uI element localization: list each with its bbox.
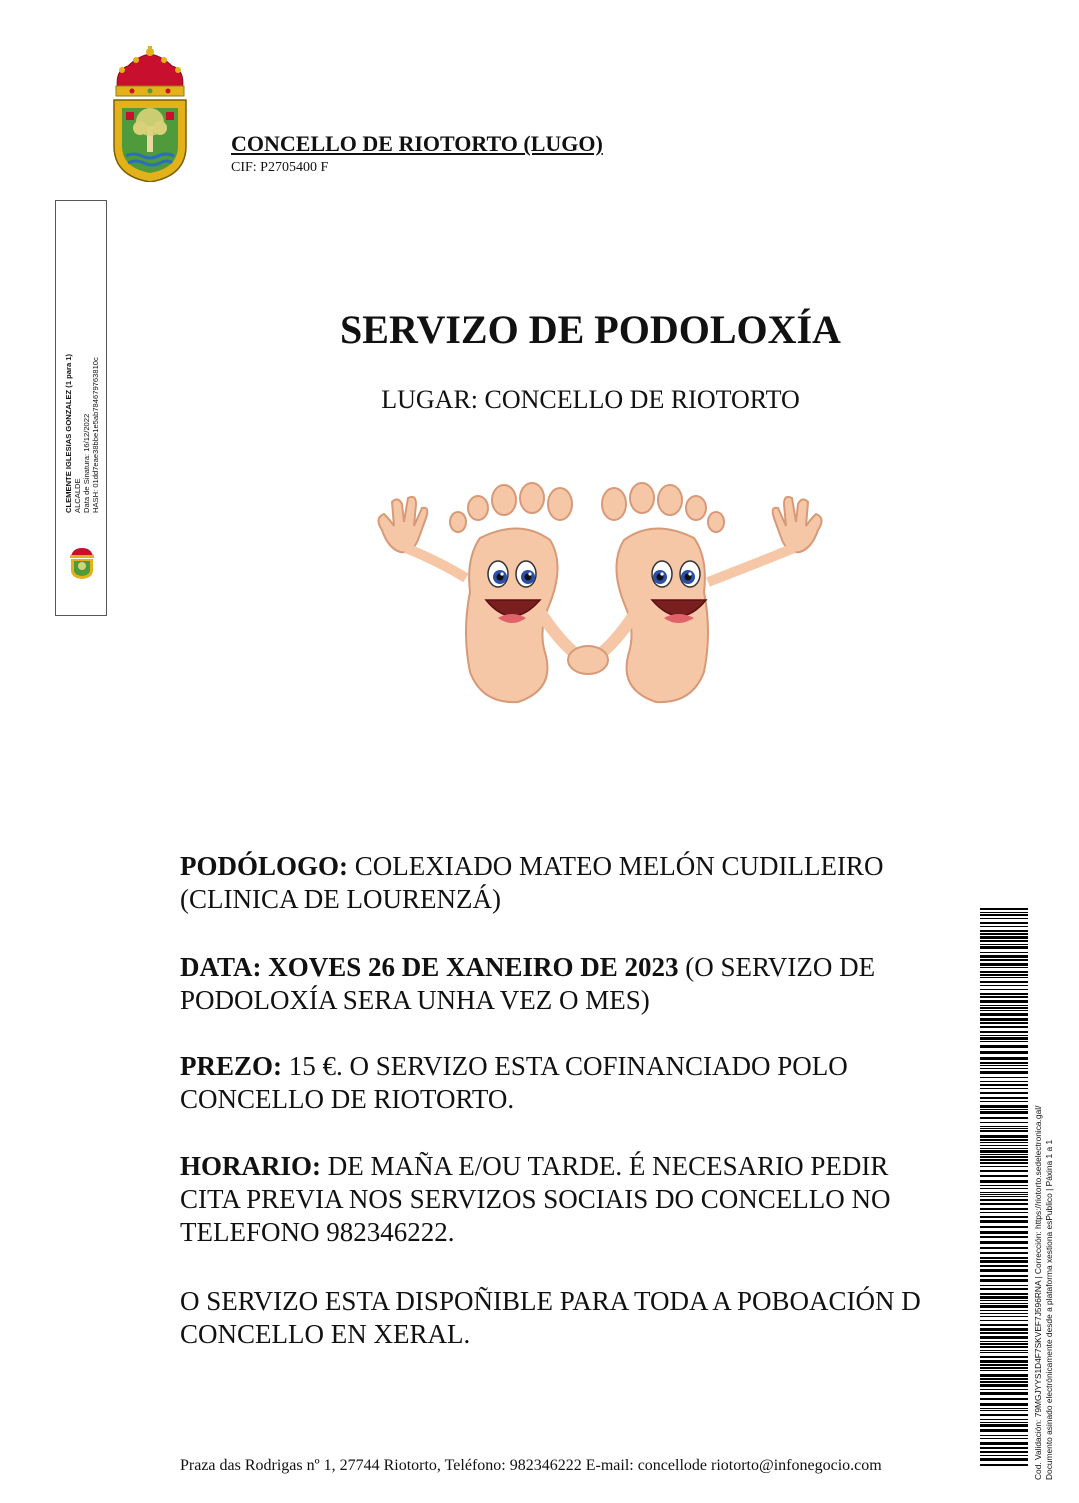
schedule-value: DE MAÑA E/OU TARDE. É NECESARIO PEDIR bbox=[321, 1151, 889, 1181]
price-value-cont: CONCELLO DE RIOTORTO. bbox=[180, 1084, 515, 1114]
document-title: SERVIZO DE PODOLOXÍA bbox=[340, 307, 841, 352]
podiatrist-label: PODÓLOGO: bbox=[180, 851, 348, 881]
podiatrist-value: COLEXIADO MATEO MELÓN CUDILLEIRO bbox=[348, 851, 884, 881]
availability-paragraph bbox=[180, 1285, 980, 1351]
podiatrist-paragraph bbox=[180, 850, 970, 916]
availability-line-2: CONCELLO EN XERAL. bbox=[180, 1319, 471, 1349]
organization-cif: CIF: P2705400 F bbox=[231, 160, 329, 175]
signature-hash: HASH: 01dd7eae38bbe1e5ab784679763810c bbox=[91, 357, 100, 513]
price-label: PREZO: bbox=[180, 1051, 283, 1081]
schedule-value-cont: CITA PREVIA NOS SERVIZOS SOCIAIS DO CONCELLO NO bbox=[180, 1184, 891, 1214]
schedule-phone: TELEFONO 982346222. bbox=[180, 1217, 455, 1247]
signature-date: Data de Sinatura: 16/12/2022 bbox=[82, 413, 91, 513]
validation-barcode bbox=[980, 908, 1028, 1468]
podiatrist-clinic: (CLINICA DE LOURENZÁ) bbox=[180, 884, 501, 914]
document-place: LUGAR: CONCELLO DE RIOTORTO bbox=[381, 385, 800, 414]
footer-address: Praza das Rodrigas nº 1, 27744 Riotorto, Teléfono: 982346222 E-mail: concellode riotorto@infonegocio.com bbox=[180, 1457, 882, 1474]
signer-name: CLEMENTE IGLESIAS GONZALEZ (1 para 1) bbox=[64, 353, 73, 513]
date-paragraph bbox=[180, 951, 970, 1017]
organization-name: CONCELLO DE RIOTORTO (LUGO) bbox=[231, 131, 603, 156]
schedule-paragraph bbox=[180, 1150, 970, 1249]
availability-line-1: O SERVIZO ESTA DISPOÑIBLE PARA TODA A POBOACIÓN D bbox=[180, 1286, 921, 1316]
validation-platform: Documento asinado electrónicamente desde a plataforma xestiona esPublico | Páxina 1 a 1 bbox=[1044, 1139, 1054, 1480]
price-paragraph bbox=[180, 1050, 970, 1116]
date-note-cont: PODOLOXÍA SERA UNHA VEZ O MES) bbox=[180, 985, 650, 1015]
coat-of-arms-logo bbox=[108, 46, 192, 182]
validation-code: Cod. Validación: 79MGJYYS1D4F7SKVEF7J596RNA | Corrección: https://riotorto.sedelectronica.gal/ bbox=[1033, 1105, 1043, 1480]
date-note: (O SERVIZO DE bbox=[678, 952, 876, 982]
price-value: 15 €. O SERVIZO ESTA COFINANCIADO POLO bbox=[282, 1051, 848, 1081]
validation-strip bbox=[1030, 980, 1058, 1480]
cartoon-feet-illustration bbox=[370, 482, 830, 712]
schedule-label: HORARIO: bbox=[180, 1151, 321, 1181]
signer-role: ALCALDE bbox=[73, 478, 82, 513]
small-coat-of-arms-icon bbox=[63, 546, 101, 580]
date-label: DATA: XOVES 26 DE XANEIRO DE 2023 bbox=[180, 952, 679, 982]
